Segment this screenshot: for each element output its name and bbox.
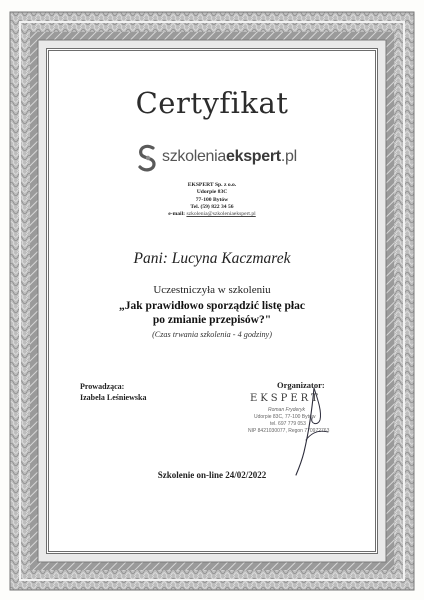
course-title [0,299,424,327]
stamp-line-phone: tel. 697 779 053 [270,421,306,427]
company-email-label: e-mail: [168,211,186,218]
logo-text-regular: szkolenia [162,148,227,165]
company-email-line [0,211,424,218]
stamp-line-nip: NIP 8421030077, Regon 770972763 [248,428,330,434]
organizer-label: Organizator: [277,380,325,390]
course-title-line1: „Jak prawidłowo sporządzić listę płac [119,300,305,312]
certificate-title: Certyfikat [135,86,289,120]
instructor-label: Prowadząca: [80,382,125,391]
course-title-line2: po zmianie przepisów?" [152,314,272,326]
course-duration: (Czas trwania szkolenia - 4 godziny) [152,330,272,339]
company-street: Udorpie 83C [196,189,228,196]
training-date: Szkolenie on-line 24/02/2022 [157,470,267,480]
company-address-block [0,182,424,218]
stamp-title: EKSPERT [250,393,321,404]
company-city: 77-100 Bytów [195,196,229,203]
participation-text: Uczestniczyła w szkoleniu [153,284,271,296]
recipient-name: Pani: Lucyna Kaczmarek [133,250,291,267]
logo-text-bold: ekspert [226,148,281,165]
logo-text-suffix: .pl [280,148,297,165]
company-name: EKSPERT Sp. z o.o. [187,182,237,188]
company-email-link[interactable]: szkolenia@szkoleniaekspert.pl [186,211,256,218]
company-logo [136,143,306,175]
company-phone: Tel. (59) 822 34 56 [190,203,234,210]
logo-wordmark [162,148,297,166]
instructor-name: Izabela Leśniewska [80,393,147,402]
stamp-line-address: Udorpie 83C, 77-100 Bytów [254,414,316,420]
handwritten-signature [262,380,372,480]
stamp-line-owner: Roman Fryderyk [268,407,305,413]
spiral-s-icon [136,143,160,173]
